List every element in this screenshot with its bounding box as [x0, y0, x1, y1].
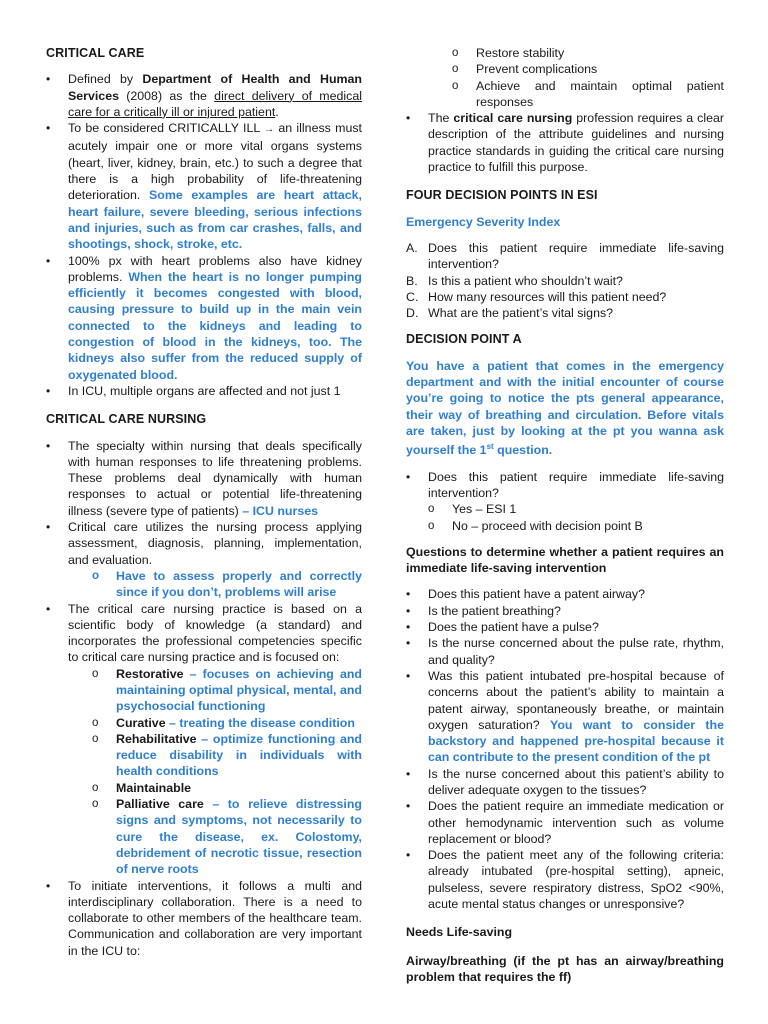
questions-heading: Questions to determine whether a patient requires an immediate life-saving intervention: [406, 544, 724, 576]
profession-list: [406, 110, 724, 175]
sub-list: [428, 501, 724, 534]
esi-title: Emergency Severity Index: [406, 214, 561, 229]
sub-list-item: o Prevent complications: [452, 61, 724, 77]
heading-critical-care: CRITICAL CARE: [46, 46, 145, 60]
list-item: D. What are the patient’s vital signs?: [406, 306, 614, 321]
questions-list: [406, 586, 724, 912]
right-column: [406, 0, 724, 985]
list-item: • The critical care nursing practice is based on a scientific body of knowledge (a standard) and incorporates the professional competencies specific to critical care nursing practice and is focused on: o Restorative – focuses on achieving and maintaining optimal physical, mental, and psychosocial functioning o Curative – treating the disease condition o Rehabilitative – optimize functioning and reduce disability in individuals with health conditions o Maintainable o Palliative care – to relieve distressing signs and symptoms, not necessarily to cure the disease, ex. Colostomy, debridement of necrotic tissue, resection of nerve roots: [46, 601, 362, 878]
list-item: • Does the patient meet any of the following criteria: already intubated (pre-hospital setting), apneic, pulseless, severe respiratory distress, SpO2 <90%, acute mental status changes or unresponsive?: [406, 847, 724, 912]
heading-critical-care-nursing: CRITICAL CARE NURSING: [46, 412, 207, 427]
list-item: • Is the nurse concerned about the pulse rate, rhythm, and quality?: [406, 635, 724, 668]
list-item: • To initiate interventions, it follows a multi and interdisciplinary collaboration. There is a need to collaborate to other members of the healthcare team. Communication and collaboration are very important in the ICU to:: [46, 878, 362, 959]
list-item: • Is the nurse concerned about this patient’s ability to deliver adequate oxygen to the tissues?: [406, 766, 724, 799]
sub-list-item: o Rehabilitative – optimize functioning and reduce disability in individuals with health conditions: [92, 731, 362, 780]
decision-point-a-paragraph: You have a patient that comes in the emergency department and with the initial encounter of course you’re going to notice the pts general appearance, their way of breathing and circulation. Before vitals are taken, just by looking at the pt you wanna ask yourself the 1st question.: [406, 358, 724, 458]
list-item: A. Does this patient require immediate life-saving intervention?: [406, 240, 724, 272]
heading-four-decision-points: FOUR DECISION POINTS IN ESI: [406, 188, 598, 203]
critical-care-nursing-list: [46, 438, 362, 960]
left-column: [46, 0, 362, 959]
list-item: C. How many resources will this patient need?: [406, 289, 667, 304]
sub-list-item: o Restorative – focuses on achieving and maintaining optimal physical, mental, and psychosocial functioning: [92, 666, 362, 715]
list-item: • In ICU, multiple organs are affected and not just 1: [46, 383, 362, 399]
airway-breathing-heading: Airway/breathing (if the pt has an airway/breathing problem that requires the ff): [406, 953, 724, 984]
arrow-icon: →: [264, 124, 275, 136]
list-item: • Does the patient have a pulse?: [406, 619, 724, 635]
sub-list-item: o Curative – treating the disease condition: [92, 715, 362, 731]
sub-list-item: o Achieve and maintain optimal patient responses: [452, 78, 724, 111]
sub-list: [92, 666, 362, 878]
list-item: • 100% px with heart problems also have kidney problems. When the heart is no longer pumping efficiently it becomes congested with blood, causing pressure to build up in the main vein connected to the kidneys and leading to congestion of blood in the kidneys, too. The kidneys also suffer from the reduced supply of oxygenated blood.: [46, 253, 362, 383]
list-item: • The specialty within nursing that deals specifically with human responses to life threatening problems. These problems deal dynamically with human responses to actual or potential life-threatening illness (severe type of patients) – ICU nurses: [46, 438, 362, 519]
sub-list-item: o Have to assess properly and correctly since if you don’t, problems will arise: [92, 568, 362, 601]
list-item: • Does this patient have a patent airway?: [406, 586, 724, 602]
sub-list-item: o No – proceed with decision point B: [428, 518, 724, 534]
heading-decision-point-a: DECISION POINT A: [406, 332, 522, 347]
list-item: • Defined by Department of Health and Human Services (2008) as the direct delivery of medical care for a critically ill or injured patient.: [46, 71, 362, 120]
sub-list-item: o Restore stability: [452, 45, 724, 61]
sub-list-item: o Maintainable: [92, 780, 362, 796]
sub-list-item: o Yes – ESI 1: [428, 501, 724, 517]
list-item: • Does the patient require an immediate medication or other hemodynamic intervention such as volume replacement or blood?: [406, 798, 724, 847]
list-item: • Does this patient require immediate life-saving intervention? o Yes – ESI 1 o No – proceed with decision point B: [406, 469, 724, 534]
list-item: • The critical care nursing profession requires a clear description of the attribute guidelines and nursing practice standards in guiding the critical care nursing practice to fulfill this purpose.: [406, 110, 724, 175]
list-item: • To be considered CRITICALLY ILL → an illness must acutely impair one or more vital organs systems (heart, liver, kidney, brain, etc.) to such a degree that there is a high probability of life-threatening deterioration. Some examples are heart attack, heart failure, severe bleeding, serious infections and injuries, such as from car crashes, falls, and shootings, shock, stroke, etc.: [46, 120, 362, 252]
critical-care-list: [46, 71, 362, 399]
esi-questions-list: [406, 240, 724, 321]
sub-list-item: o Palliative care – to relieve distressing signs and symptoms, not necessarily to cure the disease, ex. Colostomy, debridement of necrotic tissue, resection of nerve roots: [92, 796, 362, 877]
list-item: • Critical care utilizes the nursing process applying assessment, diagnosis, planning, implementation, and evaluation. o Have to assess properly and correctly since if you don’t, problems will arise: [46, 519, 362, 600]
list-item: • Is the patient breathing?: [406, 603, 724, 619]
list-item: B. Is this a patient who shouldn’t wait?: [406, 273, 623, 288]
top-sub-list: [452, 45, 724, 110]
needs-life-saving-heading: Needs Life-saving: [406, 925, 513, 940]
sub-list: [92, 568, 362, 601]
list-item: • Was this patient intubated pre-hospital because of concerns about the patient’s ability to maintain a patent airway, spontaneously breathe, or maintain oxygen saturation? You want to consider the backstory and happened pre-hospital because it can contribute to the present condition of the pt: [406, 668, 724, 766]
decision-point-a-list: [406, 469, 724, 534]
